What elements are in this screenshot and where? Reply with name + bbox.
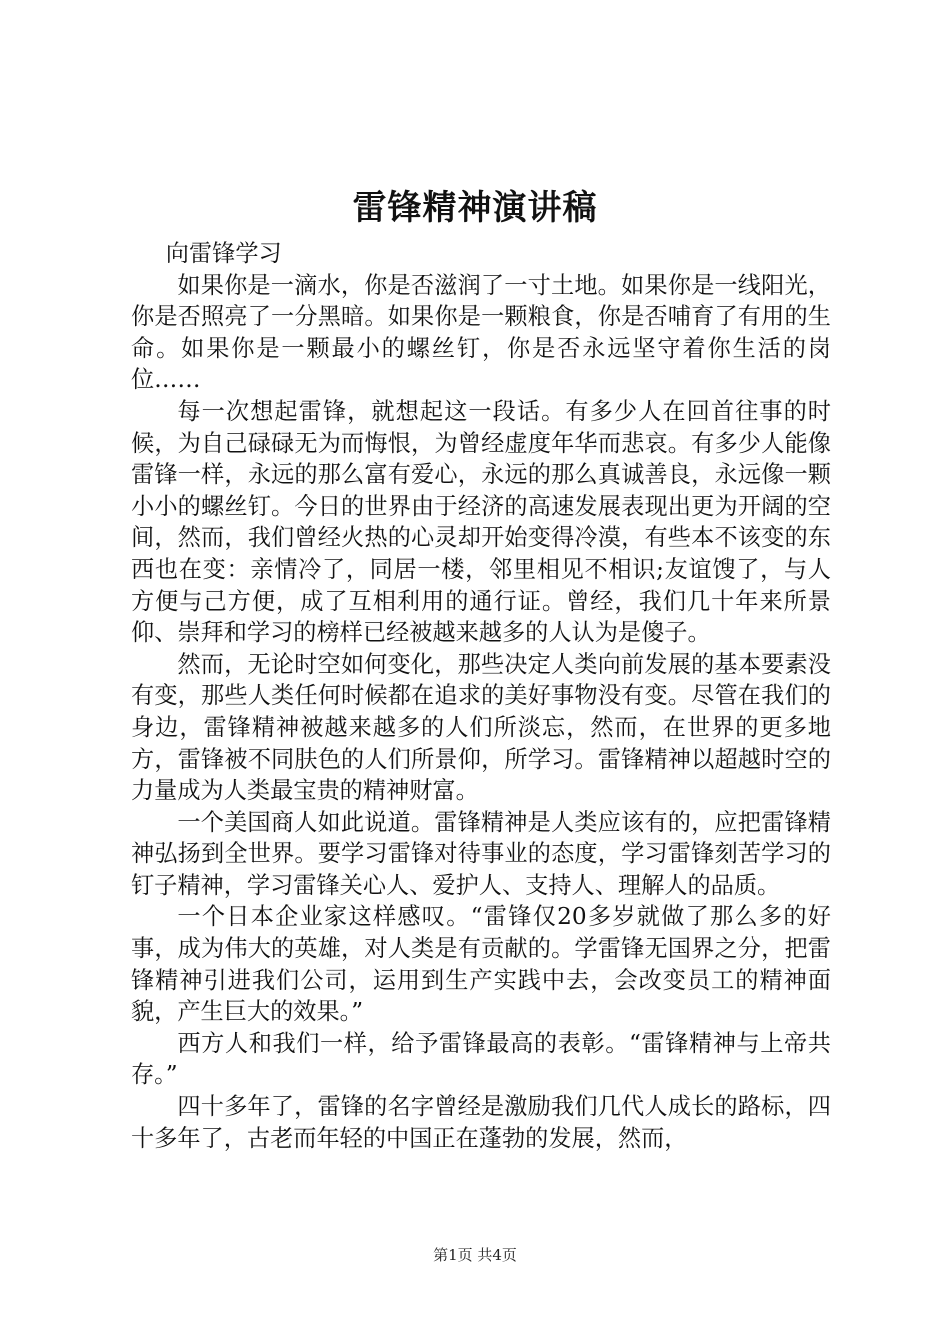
document-body	[131, 238, 831, 1154]
body-paragraph: 一个日本企业家这样感叹。“雷锋仅20多岁就做了那么多的好事，成为伟大的英雄，对人类是有贡献的。学雷锋无国界之分，把雷锋精神引进我们公司，运用到生产实践中去，会改变员工的精神面貌，产生巨大的效果。”	[131, 903, 831, 1026]
body-paragraph: 如果你是一滴水，你是否滋润了一寸土地。如果你是一线阳光，你是否照亮了一分黑暗。如果你是一颗粮食，你是否哺育了有用的生命。如果你是一颗最小的螺丝钉，你是否永远坚守着你生活的岗位……	[131, 271, 831, 394]
document-title: 雷锋精神演讲稿	[352, 188, 598, 228]
section-subtitle: 向雷锋学习	[165, 240, 282, 267]
body-paragraph: 四十多年了，雷锋的名字曾经是激励我们几代人成长的路标，四十多年了，古老而年轻的中国正在蓬勃的发展，然而，	[131, 1093, 831, 1152]
body-paragraph: 西方人和我们一样，给予雷锋最高的表彰。“雷锋精神与上帝共存。”	[131, 1029, 831, 1089]
body-paragraph: 然而，无论时空如何变化，那些决定人类向前发展的基本要素没有变，那些人类任何时候都在追求的美好事物没有变。尽管在我们的身边，雷锋精神被越来越多的人们所淡忘，然而，在世界的更多地方，雷锋被不同肤色的人们所景仰，所学习。雷锋精神以超越时空的力量成为人类最宝贵的精神财富。	[131, 650, 831, 805]
page-footer: 第1页 共4页	[433, 1246, 517, 1264]
body-paragraph: 一个美国商人如此说道。雷锋精神是人类应该有的，应把雷锋精神弘扬到全世界。要学习雷锋对待事业的态度，学习雷锋刻苦学习的钉子精神，学习雷锋关心人、爱护人、支持人、理解人的品质。	[131, 808, 831, 899]
body-paragraph: 每一次想起雷锋，就想起这一段话。有多少人在回首往事的时候，为自己碌碌无为而悔恨，为曾经虚度年华而悲哀。有多少人能像雷锋一样，永远的那么富有爱心，永远的那么真诚善良，永远像一颗小小的螺丝钉。今日的世界由于经济的高速发展表现出更为开阔的空间，然而，我们曾经火热的心灵却开始变得冷漠，有些本不该变的东西也在变：亲情冷了，同居一楼，邻里相见不相识;友谊馊了，与人方便与己方便，成了互相利用的通行证。曾经，我们几十年来所景仰、崇拜和学习的榜样已经被越来越多的人认为是傻子。	[131, 397, 831, 647]
